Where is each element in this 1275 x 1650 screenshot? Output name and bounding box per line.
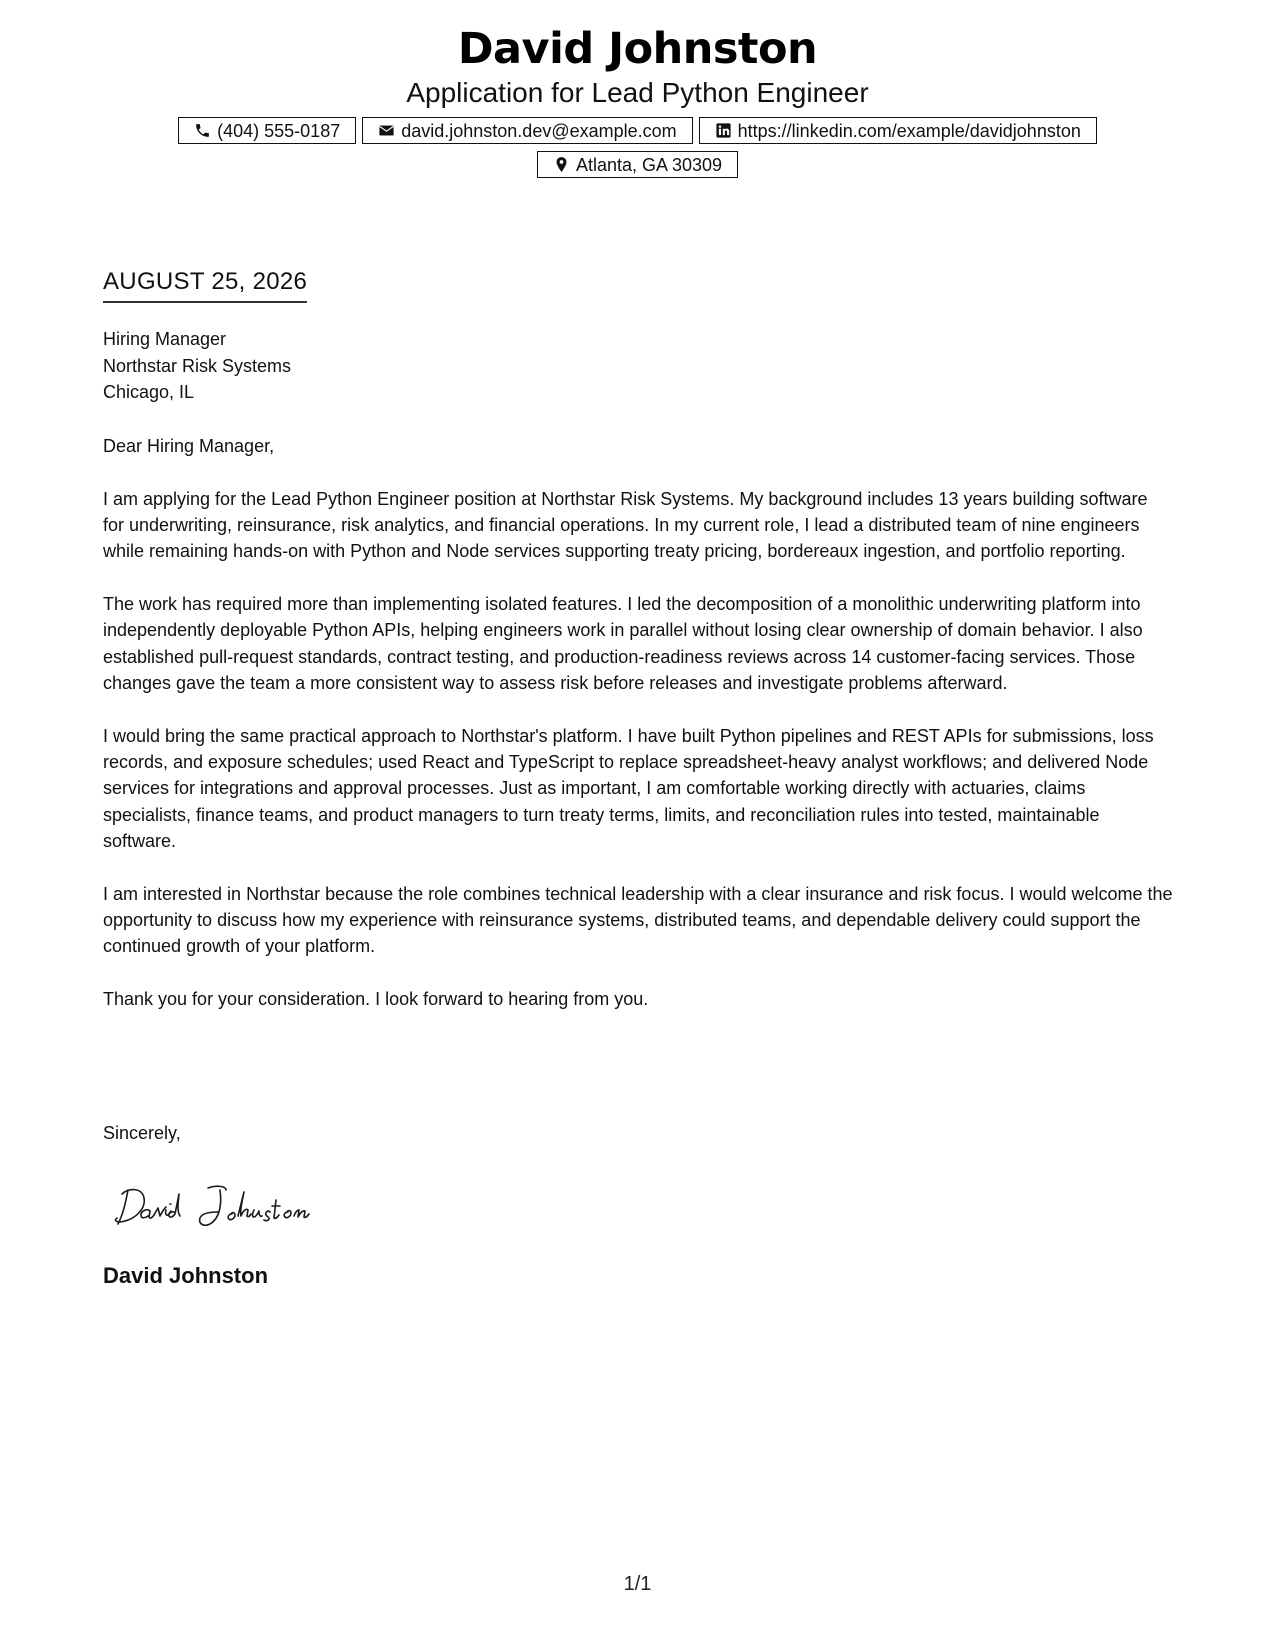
recipient-city: Chicago, IL — [103, 382, 195, 402]
location-text: Atlanta, GA 30309 — [575, 154, 723, 175]
letter-date-block — [103, 266, 307, 303]
phone-icon — [194, 122, 211, 139]
recipient-company: Northstar Risk Systems — [103, 355, 292, 376]
body-paragraph: The work has required more than implementing isolated features. I led the decomposition of a monolithic underwriting platform into independently deployable Python APIs, helping engineers work in parallel without losing clear ownership of domain behavior. I also established pull-request standards, contract testing, and production-readiness reviews across 14 customer-facing services. Those changes gave the team a more consistent way to assess risk before releases and investigate problems afterward. — [103, 594, 1143, 694]
application-subtitle: Application for Lead Python Engineer — [406, 77, 869, 108]
body-paragraph: I am interested in Northstar because the role combines technical leadership with a clear insurance and risk focus. I would welcome the opportunity to discuss how my experience with reinsurance systems, distributed teams, and dependable delivery could support the continued growth of your platform. — [103, 883, 1173, 957]
body-paragraph: Thank you for your consideration. I look forward to hearing from you. — [103, 989, 649, 1010]
applicant-name: David Johnston — [457, 24, 818, 74]
salutation: Dear Hiring Manager, — [103, 436, 275, 456]
linkedin-icon — [715, 122, 732, 139]
recipient-address — [103, 326, 291, 406]
body-paragraph: I would bring the same practical approach to Northstar's platform. I have built Python pipelines and REST APIs for submissions, loss records, and exposure schedules; used React and TypeScript to replace spreadsheet-heavy analyst workflows; and delivered Node services for integrations and approval processes. Just as important, I am comfortable working directly with actuaries, claims specialists, finance teams, and product managers to turn treaty terms, limits, and reconciliation rules into tested, maintainable software. — [103, 725, 1154, 852]
contact-row-2 — [0, 151, 1275, 178]
phone-number: (404) 555-0187 — [217, 120, 341, 141]
contact-location[interactable] — [537, 151, 738, 178]
envelope-icon — [378, 122, 395, 139]
map-marker-icon — [553, 156, 570, 173]
contact-email[interactable] — [362, 117, 692, 144]
page-indicator: 1/1 — [623, 1573, 652, 1595]
signature-image — [108, 1176, 368, 1236]
body-paragraph: I am applying for the Lead Python Engineer position at Northstar Risk Systems. My background includes 13 years building software for underwriting, reinsurance, risk analytics, and financial operations. In my current role, I lead a distributed team of nine engineers while remaining hands-on with Python and Node services supporting treaty pricing, bordereaux ingestion, and portfolio reporting. — [103, 488, 1148, 562]
closing-phrase: Sincerely, — [103, 1123, 181, 1143]
letter-date: AUGUST 25, 2026 — [103, 266, 307, 303]
letter-body — [103, 433, 1173, 1039]
linkedin-url: https://linkedin.com/example/davidjohnston — [737, 120, 1081, 141]
recipient-title: Hiring Manager — [103, 329, 227, 349]
signer-name: David Johnston — [103, 1263, 269, 1288]
letter-header — [0, 22, 1275, 178]
email-address: david.johnston.dev@example.com — [401, 120, 677, 141]
contact-linkedin[interactable] — [699, 117, 1097, 144]
contact-phone[interactable] — [178, 117, 356, 144]
contact-row — [0, 117, 1275, 144]
